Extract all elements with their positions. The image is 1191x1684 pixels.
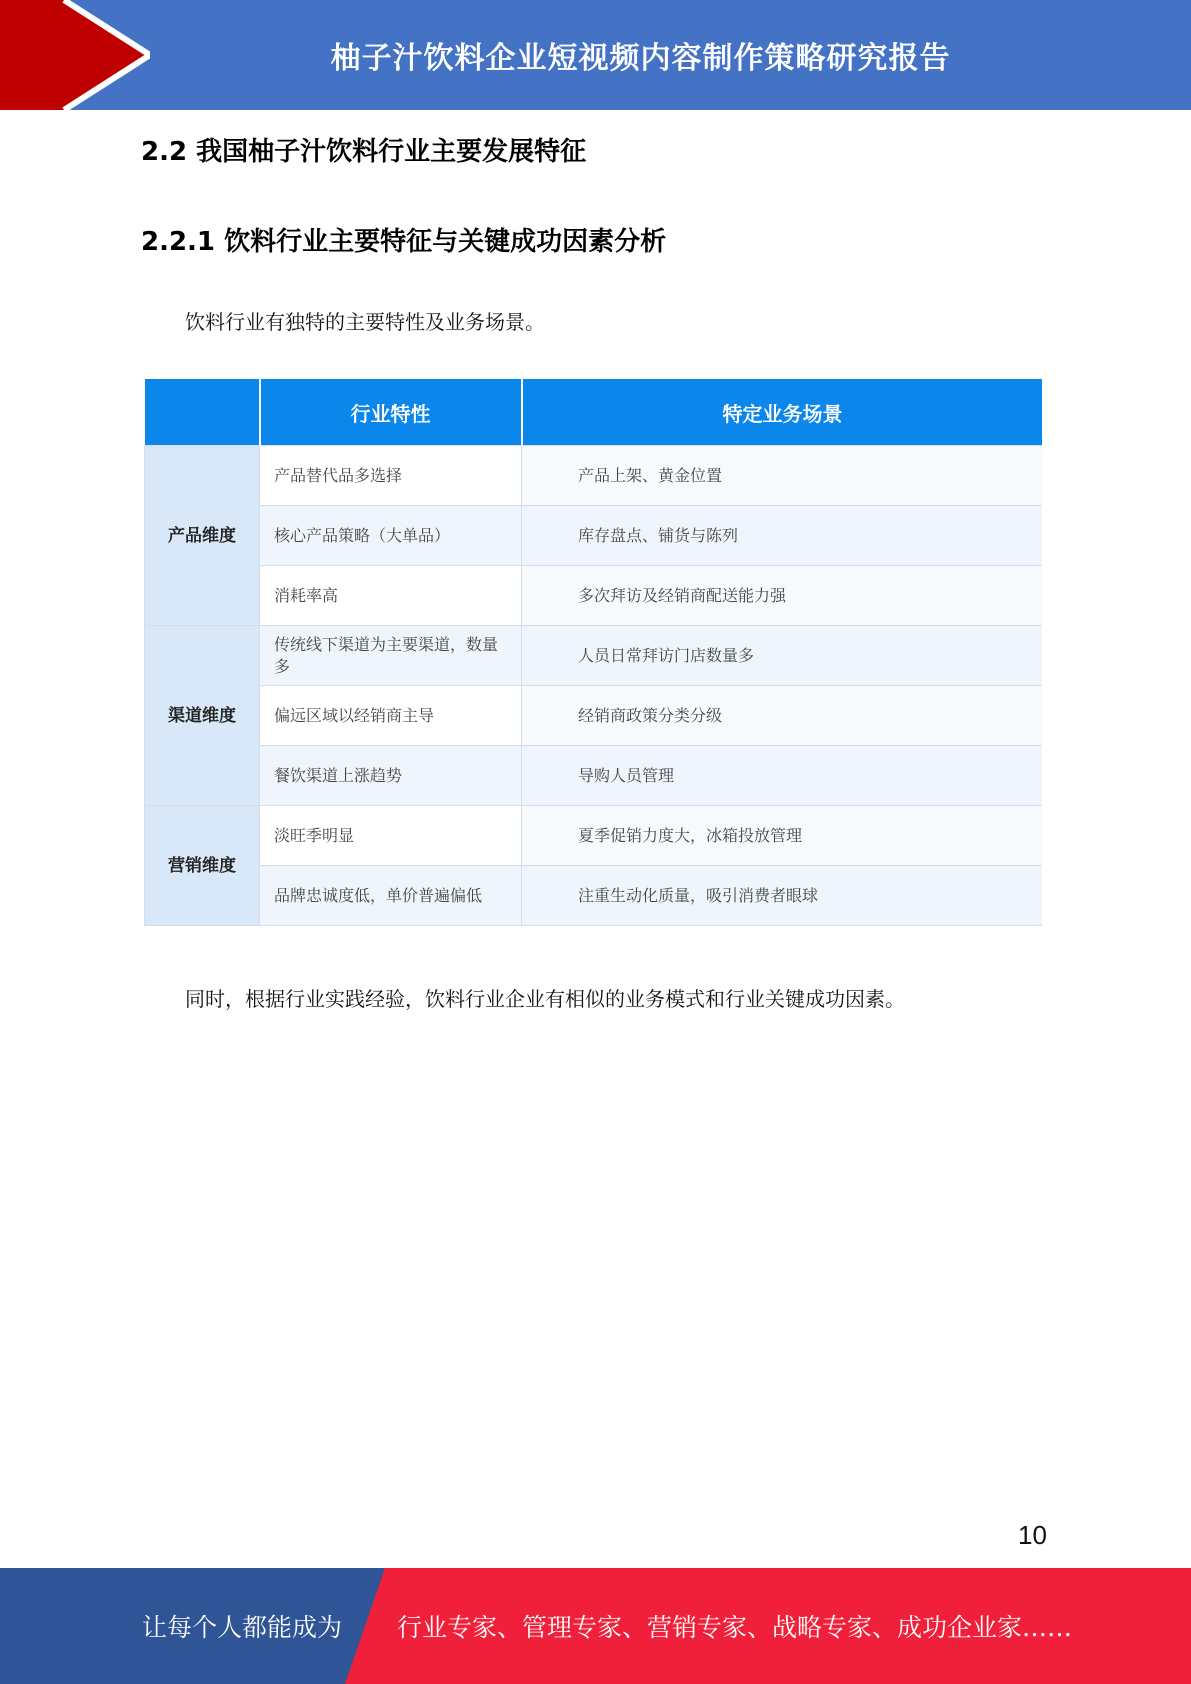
feature-cell: 餐饮渠道上涨趋势 <box>260 746 522 806</box>
table-row <box>145 506 1043 566</box>
scene-cell: 库存盘点、铺货与陈列 <box>522 506 1043 566</box>
report-title: 柚子汁饮料企业短视频内容制作策略研究报告 <box>330 41 951 76</box>
feature-cell: 产品替代品多选择 <box>260 446 522 506</box>
scene-cell: 多次拜访及经销商配送能力强 <box>522 566 1043 626</box>
scene-cell: 产品上架、黄金位置 <box>522 446 1043 506</box>
table-row <box>145 866 1043 926</box>
table-header-row <box>145 379 1043 446</box>
table-row <box>145 446 1043 506</box>
scene-cell: 注重生动化质量，吸引消费者眼球 <box>522 866 1043 926</box>
table-row <box>145 686 1043 746</box>
scene-cell: 导购人员管理 <box>522 746 1043 806</box>
conclusion-paragraph: 同时，根据行业实践经验，饮料行业企业有相似的业务模式和行业关键成功因素。 <box>185 987 905 1011</box>
footer-slogan-left: 让每个人都能成为 <box>142 1613 343 1642</box>
scene-cell: 经销商政策分类分级 <box>522 686 1043 746</box>
table-row <box>145 626 1043 686</box>
header-red-chevron-icon <box>0 0 150 110</box>
page-number: 10 <box>1018 1520 1047 1550</box>
feature-cell: 淡旺季明显 <box>260 806 522 866</box>
table-header-corner <box>145 379 260 446</box>
feature-cell: 核心产品策略（大单品） <box>260 506 522 566</box>
table-header-feature: 行业特性 <box>260 379 522 446</box>
dimension-cell: 营销维度 <box>145 806 260 926</box>
scene-cell: 夏季促销力度大，冰箱投放管理 <box>522 806 1043 866</box>
feature-cell: 传统线下渠道为主要渠道，数量多 <box>260 626 522 686</box>
characteristics-table <box>144 379 1042 927</box>
scene-cell: 人员日常拜访门店数量多 <box>522 626 1043 686</box>
table-row <box>145 806 1043 866</box>
section-heading: 2.2 我国柚子汁饮料行业主要发展特征 <box>141 137 587 167</box>
page-header <box>0 0 1191 110</box>
dimension-cell: 渠道维度 <box>145 626 260 806</box>
intro-paragraph: 饮料行业有独特的主要特性及业务场景。 <box>185 310 545 334</box>
feature-cell: 消耗率高 <box>260 566 522 626</box>
table-row <box>145 746 1043 806</box>
dimension-cell: 产品维度 <box>145 446 260 626</box>
footer-slogan-right: 行业专家、管理专家、营销专家、战略专家、成功企业家…… <box>397 1613 1073 1642</box>
page-footer <box>0 1568 1191 1684</box>
subsection-heading: 2.2.1 饮料行业主要特征与关键成功因素分析 <box>141 227 667 257</box>
feature-cell: 品牌忠诚度低，单价普遍偏低 <box>260 866 522 926</box>
table-header-scene: 特定业务场景 <box>522 379 1043 446</box>
feature-cell: 偏远区域以经销商主导 <box>260 686 522 746</box>
table-row <box>145 566 1043 626</box>
